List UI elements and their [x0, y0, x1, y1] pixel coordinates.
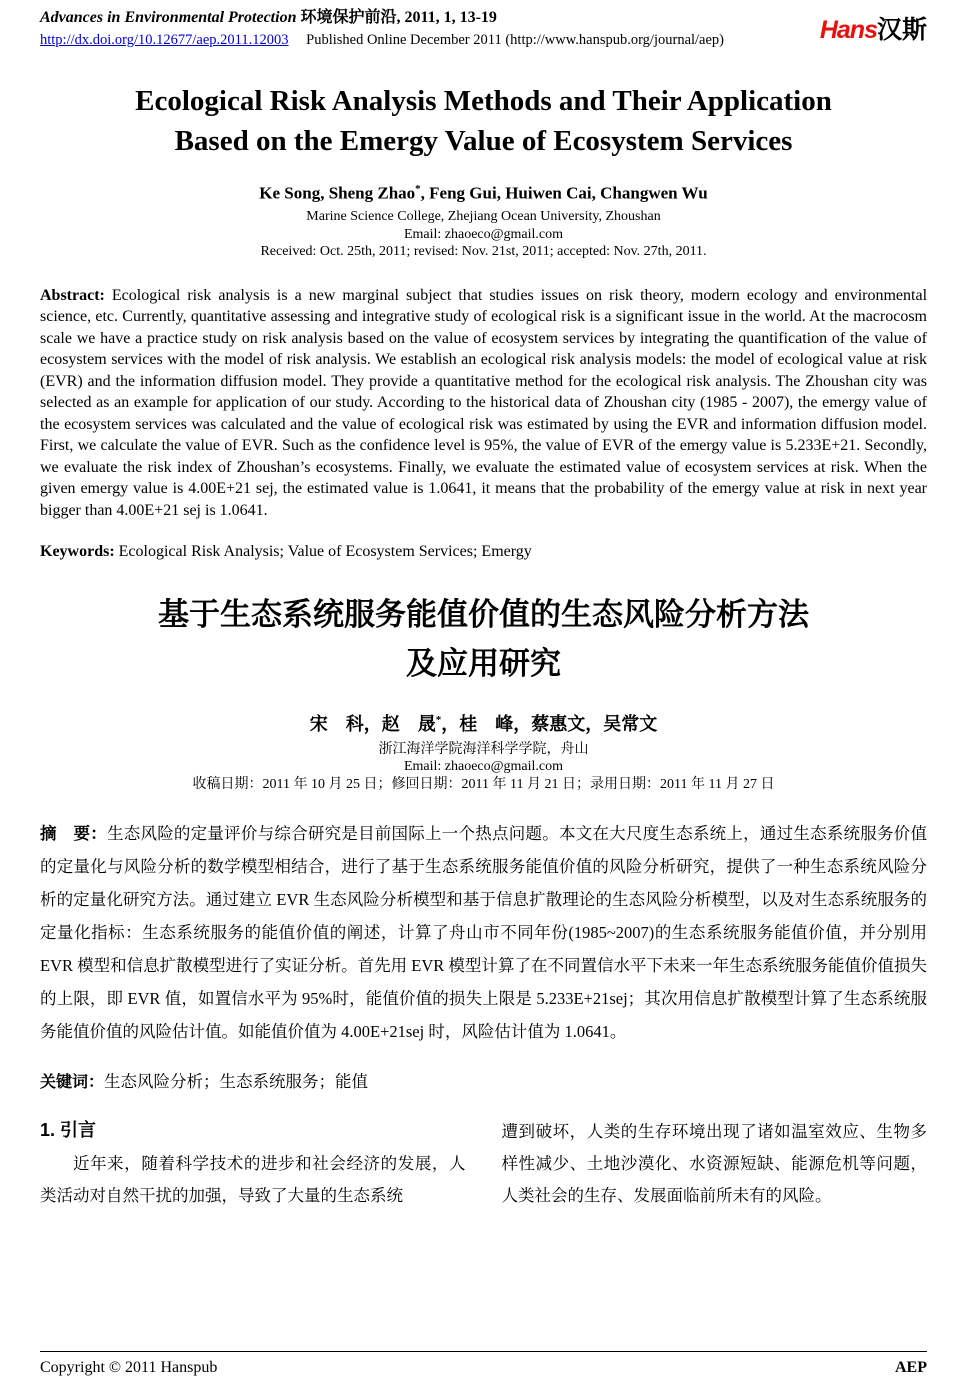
article-title-zh-line1: 基于生态系统服务能值价值的生态风险分析方法	[158, 597, 809, 633]
article-title-en-line2: Based on the Emergy Value of Ecosystem Services	[174, 124, 793, 157]
keywords-zh-label: 关键词：	[40, 1074, 105, 1092]
footer-journal-abbr: AEP	[895, 1359, 927, 1376]
abstract-en-text: Ecological risk analysis is a new marginal subject that studies issues on risk theory, modern ecology and environmental science, etc. Currently, quantitative assessing and integrative study of ecological risk is a significant issue in the world. At the macrocosm scale we have a practice study on risk analysis based on the value of ecosystem services by integrating the quantification of the value of ecosystem services with the model of risk analysis. We establish an ecological risk analysis models: the model of ecological value at risk (EVR) and the information diffusion model. They provide a quantitative method for the ecological risk analysis. The Zhoushan city was selected as an example for application of our study. According to the historical data of Zhoushan city (1985 - 2007), the emergy value of the ecosystem services was calculated and the value of ecological risk was estimated by using the EVR and information diffusion model. First, we calculate the value of EVR. Such as the confidence level is 95%, the value of EVR of the emergy value is 5.233E+21. Secondly, we evaluate the risk index of Zhoushan’s ecosystems. Finally, we evaluate the estimated value of ecosystem services at risk. When the given emergy value is 4.00E+21 sej, the estimated value is 1.0641, it means that the probability of the emergy value at risk in next year bigger than 4.00E+21 sej is 1.0641.	[40, 286, 928, 519]
page-footer	[40, 1351, 927, 1377]
abstract-zh	[40, 817, 927, 1048]
hans-logo-chinese: 汉斯	[876, 16, 927, 44]
received-dates-zh: 收稿日期：2011 年 10 月 25 日；修回日期：2011 年 11 月 21 日；录用日期：2011 年 11 月 27 日	[192, 776, 775, 792]
hans-logo	[820, 10, 927, 46]
keywords-zh	[40, 1068, 927, 1092]
affiliation-zh: 浙江海洋学院海洋科学学院，舟山	[378, 741, 589, 757]
authors-en-asterisk: *	[415, 182, 421, 195]
abstract-zh-text: 生态风险的定量评价与综合研究是目前国际上一个热点问题。本文在大尺度生态系统上，通过生态系统服务价值的定量化与风险分析的数学模型相结合，进行了基于生态系统服务能值价值的风险分析研究，提供了一种生态系统风险分析的定量化研究方法。通过建立 EVR 生态风险分析模型和基于信息扩散理论的生态风险分析模型，以及对生态系统服务的定量化指标：生态系统服务的能值价值的阐述，计算了舟山市不同年份(1985~2007)的生态系统服务能值价值，并分别用 EVR 模型和信息扩散模型进行了实证分析。首先用 EVR 模型计算了在不同置信水平下未来一年生态系统服务能值价值损失的上限，即 EVR 值，如置信水平为 95%时，能值价值的损失上限是 5.233E+21sej；其次用信息扩散模型计算了生态系统服务能值价值的风险估计值。如能值价值为 4.00E+21sej 时，风险估计值为 1.0641。	[40, 824, 928, 1042]
email-zh: Email: zhaoeco@gmail.com	[403, 759, 564, 775]
keywords-en	[40, 543, 927, 561]
footer-copyright: Copyright © 2011 Hanspub	[40, 1359, 218, 1376]
keywords-en-label: Keywords:	[40, 543, 115, 561]
authors-zh-asterisk: *	[435, 713, 442, 726]
keywords-en-text: Ecological Risk Analysis; Value of Ecosystem Services; Emergy	[118, 543, 532, 561]
authors-zh	[40, 710, 927, 736]
body-column-right	[502, 1116, 928, 1212]
affiliation-en: Marine Science College, Zhejiang Ocean University, Zhoushan	[306, 209, 661, 225]
hans-logo-wordmark: Hans	[819, 16, 877, 44]
section-1-paragraph-right: 遭到破坏，人类的生存环境出现了诸如温室效应、生物多样性减少、土地沙漠化、水资源短缺、能源危机等问题，人类社会的生存、发展面临前所未有的风险。	[501, 1122, 927, 1206]
email-en: Email: zhaoeco@gmail.com	[403, 226, 564, 242]
article-title-zh	[40, 591, 927, 687]
doi-line	[40, 32, 724, 49]
journal-title-en: Advances in Environmental Protection	[40, 9, 297, 26]
journal-header-left	[40, 8, 724, 49]
published-online-text: Published Online December 2011 (http://www.hanspub.org/journal/aep)	[306, 31, 725, 48]
authors-en	[40, 183, 927, 204]
authors-en-pre: Ke Song, Sheng Zhao	[259, 183, 416, 203]
section-1-heading: 1. 引言	[40, 1120, 97, 1141]
article-title-en-line1: Ecological Risk Analysis Methods and Their Application	[135, 84, 832, 117]
journal-issue-info: , 2011, 1, 13-19	[396, 9, 497, 26]
article-title-en	[40, 81, 927, 161]
keywords-zh-text: 生态风险分析；生态系统服务；能值	[104, 1072, 369, 1092]
journal-header	[40, 8, 927, 49]
received-dates-en: Received: Oct. 25th, 2011; revised: Nov. 21st, 2011; accepted: Nov. 27th, 2011.	[260, 244, 707, 260]
body-two-column	[40, 1116, 927, 1212]
abstract-zh-label: 摘 要：	[40, 824, 107, 844]
journal-title-zh: 环境保护前沿	[300, 9, 397, 26]
abstract-en	[40, 285, 927, 522]
authors-zh-post: ，桂 峰，蔡惠文，吴常文	[441, 713, 658, 734]
article-title-zh-line2: 及应用研究	[406, 645, 561, 681]
body-column-left	[40, 1116, 466, 1212]
section-1-paragraph-left: 近年来，随着科学技术的进步和社会经济的发展，人类活动对自然干扰的加强，导致了大量的生态系统	[40, 1154, 466, 1206]
authors-en-post: , Feng Gui, Huiwen Cai, Changwen Wu	[420, 183, 708, 203]
abstract-en-label: Abstract:	[40, 286, 105, 304]
doi-link[interactable]: http://dx.doi.org/10.12677/aep.2011.12003	[40, 31, 289, 48]
authors-zh-pre: 宋 科，赵 晟	[309, 713, 436, 734]
journal-title-line	[40, 8, 724, 29]
